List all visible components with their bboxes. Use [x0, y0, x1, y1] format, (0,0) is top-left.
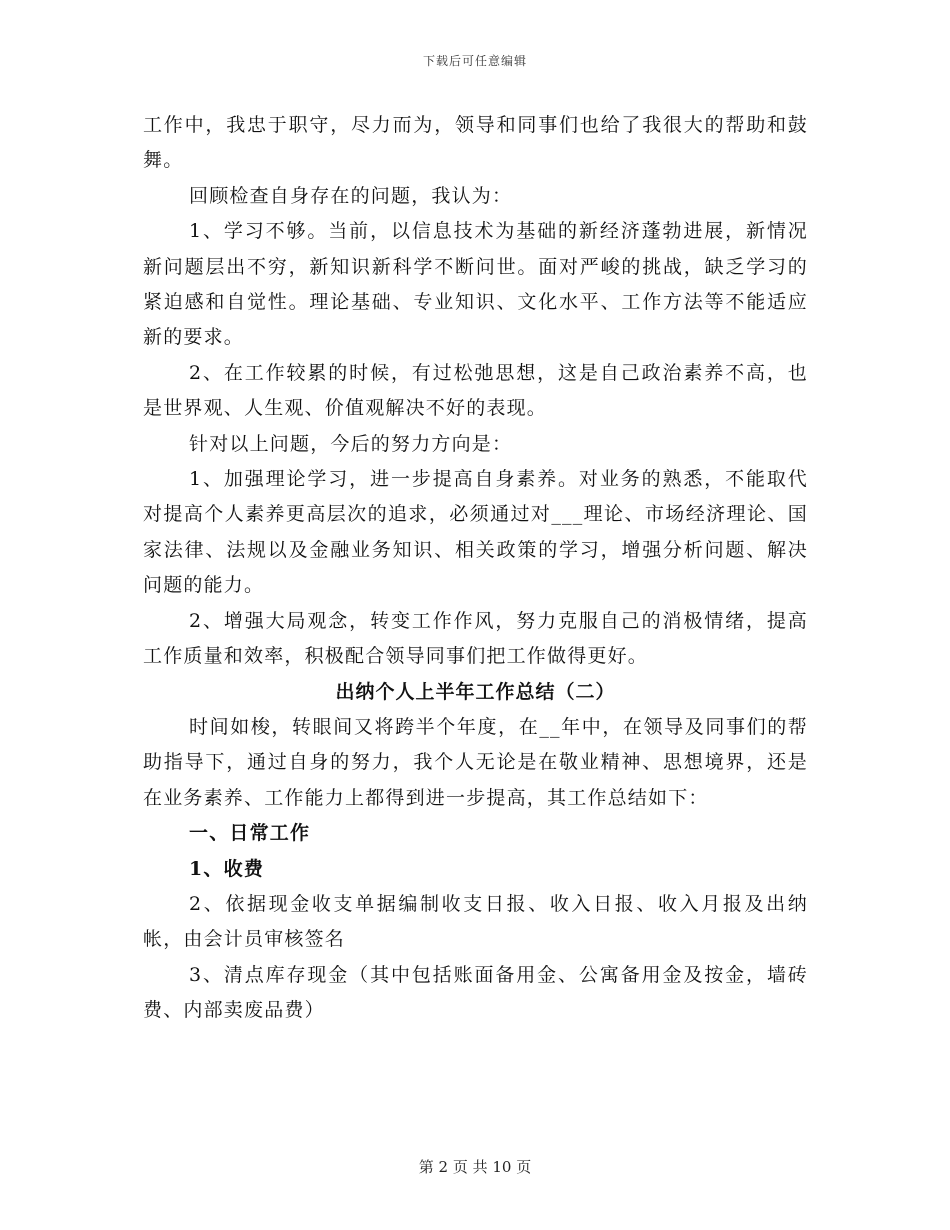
paragraph: 针对以上问题，今后的努力方向是： — [189, 432, 513, 455]
document-body — [143, 108, 808, 1029]
paragraph: 回顾检查自身存在的问题，我认为： — [189, 184, 513, 207]
paragraph: 1、学习不够。当前，以信息技术为基础的新经济蓬勃进展，新情况新问题层出不穷，新知识新科学不断问世。面对严峻的挑战，缺乏学习的紧迫感和自觉性。理论基础、专业知识、文化水平、工作方法等不能适应新的要求。 — [143, 220, 808, 349]
section-heading: 出纳个人上半年工作总结（二） — [335, 680, 616, 703]
paragraph: 2、依据现金收支单据编制收支日报、收入日报、收入月报及出纳帐，由会计员审核签名 — [143, 892, 808, 951]
paragraph: 1、加强理论学习，进一步提高自身素养。对业务的熟悉，不能取代对提高个人素养更高层次的追求，必须通过对___理论、市场经济理论、国家法律、法规以及金融业务知识、相关政策的学习，增强分析问题、解决问题的能力。 — [143, 468, 808, 597]
page-footer: 第 2 页 共 10 页 — [418, 1158, 532, 1176]
paragraph: 2、增强大局观念，转变工作作风，努力克服自己的消极情绪，提高工作质量和效率，积极配合领导同事们把工作做得更好。 — [143, 609, 808, 668]
paragraph: 2、在工作较累的时候，有过松弛思想，这是自己政治素养不高，也是世界观、人生观、价值观解决不好的表现。 — [143, 361, 808, 420]
subheading: 一、日常工作 — [189, 822, 311, 845]
subheading: 1、收费 — [189, 857, 265, 880]
paragraph: 3、清点库存现金（其中包括账面备用金、公寓备用金及按金，墙砖费、内部卖废品费） — [143, 963, 808, 1022]
paragraph: 时间如梭，转眼间又将跨半个年度，在__年中，在领导及同事们的帮助指导下，通过自身的努力，我个人无论是在敬业精神、思想境界，还是在业务素养、工作能力上都得到进一步提高，其工作总结如下： — [143, 715, 808, 809]
paragraph: 工作中，我忠于职守，尽力而为，领导和同事们也给了我很大的帮助和鼓舞。 — [143, 114, 808, 172]
page-header: 下载后可任意编辑 — [422, 54, 527, 68]
